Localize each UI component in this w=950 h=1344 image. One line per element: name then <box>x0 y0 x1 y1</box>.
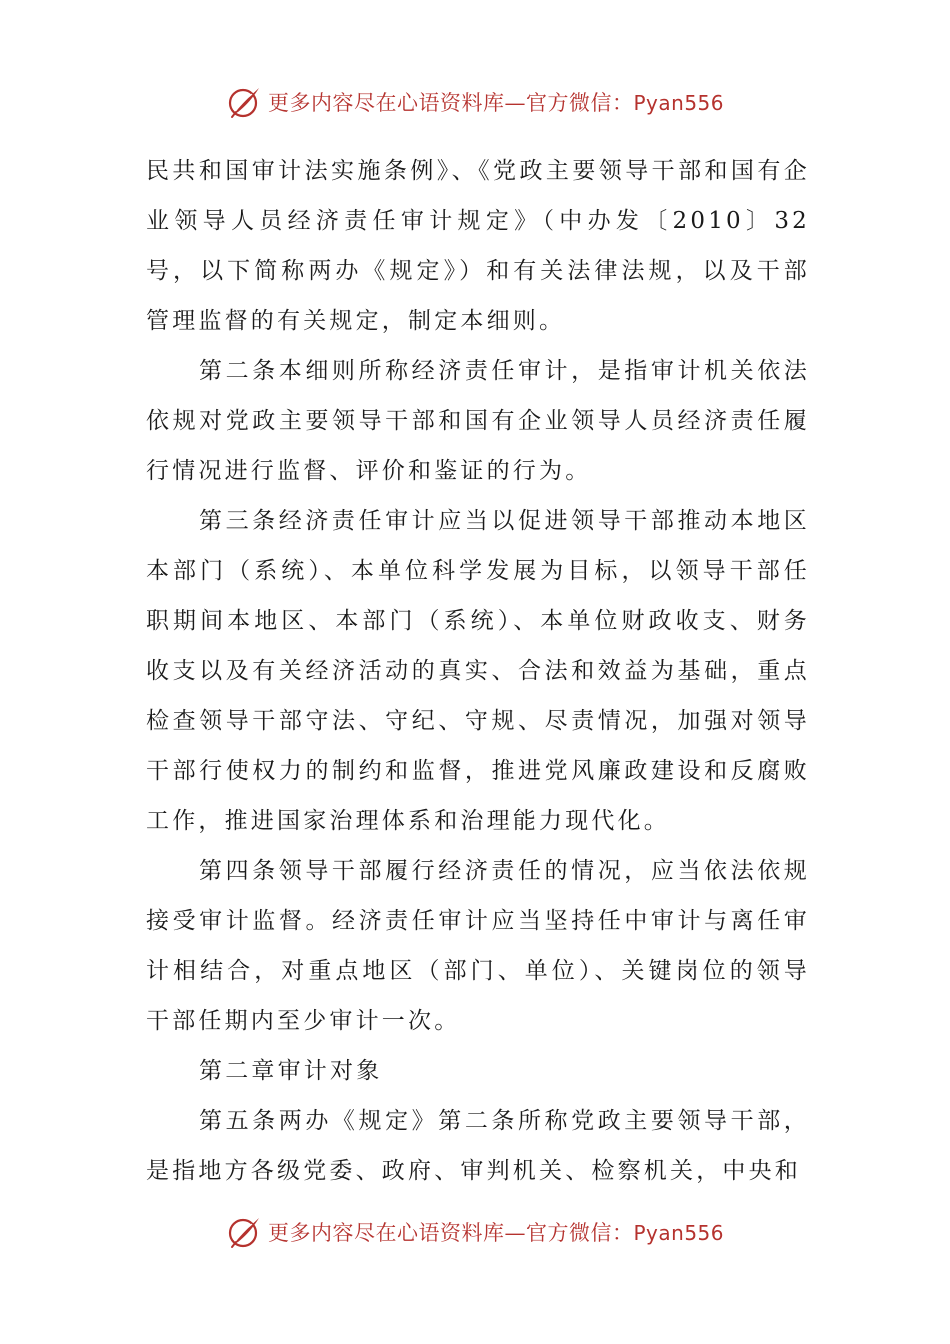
paragraph-continuation: 民共和国审计法实施条例》、《党政主要领导干部和国有企业领导人员经济责任审计规定》（中办发〔2010〕32号，以下简称两办《规定》）和有关法律法规，以及干部管理监督的有关规定，制定本细则。 <box>146 158 810 334</box>
watermark-contact: Pyan556 <box>633 1221 724 1245</box>
document-body <box>146 146 810 1196</box>
paragraph-article-2: 第二条本细则所称经济责任审计，是指审计机关依法依规对党政主要领导干部和国有企业领导人员经济责任履行情况进行监督、评价和鉴证的行为。 <box>146 358 810 484</box>
quill-logo-icon <box>226 1214 262 1250</box>
watermark-contact: Pyan556 <box>633 91 724 115</box>
paragraph-article-4: 第四条领导干部履行经济责任的情况，应当依法依规接受审计监督。经济责任审计应当坚持任中审计与离任审计相结合，对重点地区（部门、单位）、关键岗位的领导干部任期内至少审计一次。 <box>146 858 810 1034</box>
watermark-header <box>0 80 950 124</box>
quill-logo-icon <box>226 84 262 120</box>
paragraph-article-5: 第五条两办《规定》第二条所称党政主要领导干部，是指地方各级党委、政府、审判机关、检察机关，中央和 <box>146 1108 810 1184</box>
chapter-heading: 第二章审计对象 <box>199 1058 383 1084</box>
watermark-text: 更多内容尽在心语资料库—官方微信：Pyan556 <box>267 91 724 115</box>
paragraph-article-3: 第三条经济责任审计应当以促进领导干部推动本地区本部门（系统）、本单位科学发展为目标，以领导干部任职期间本地区、本部门（系统）、本单位财政收支、财务收支以及有关经济活动的真实、合法和效益为基础，重点检查领导干部守法、守纪、守规、尽责情况，加强对领导干部行使权力的制约和监督，推进党风廉政建设和反腐败工作，推进国家治理体系和治理能力现代化。 <box>146 508 810 834</box>
watermark-footer <box>0 1210 950 1254</box>
watermark-text: 更多内容尽在心语资料库—官方微信：Pyan556 <box>267 1221 724 1245</box>
